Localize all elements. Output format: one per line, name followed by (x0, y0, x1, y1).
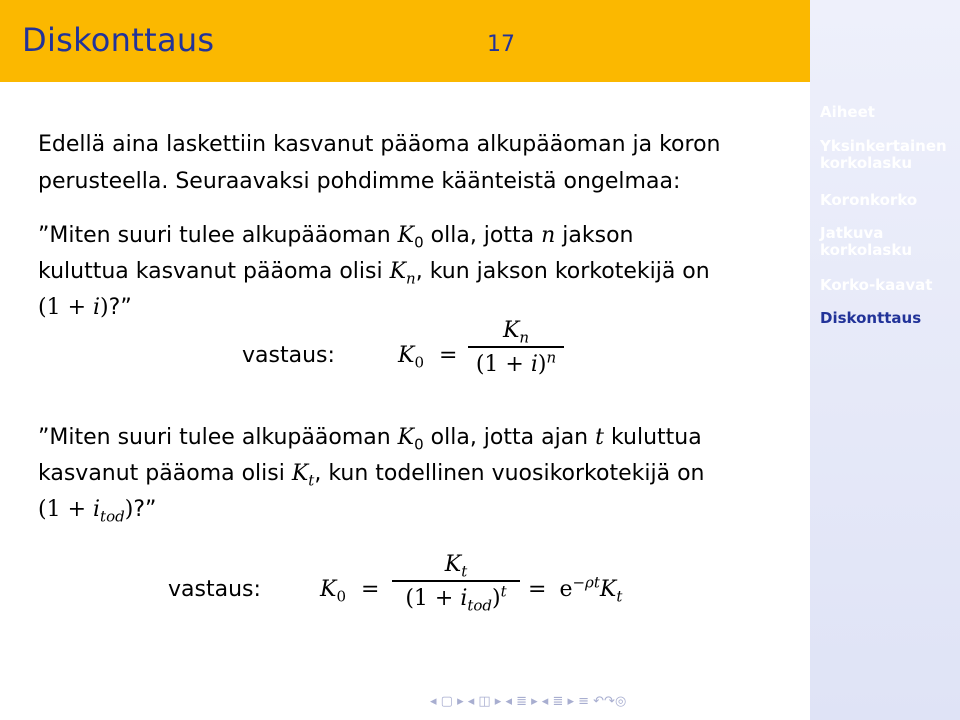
subscript: tod (467, 595, 493, 614)
subscript: tod (100, 507, 125, 526)
symbol-i: i (530, 351, 538, 377)
math: ) (100, 295, 109, 320)
text: olla, jotta ajan (423, 425, 596, 450)
symbol-k: K (291, 461, 309, 486)
symbol-n: n (541, 223, 556, 248)
subscript: 0 (336, 587, 346, 606)
equals: = (360, 577, 380, 602)
text: kasvanut pääoma olisi (38, 461, 292, 486)
numerator (468, 316, 564, 346)
question-2-line-3 (38, 496, 156, 524)
question-1-line-3 (38, 294, 132, 322)
answer-2-rhs (528, 573, 623, 606)
symbol-k: K (397, 223, 415, 248)
superscript: n (546, 348, 557, 367)
text: ”Miten suuri tulee alkupääoman (38, 223, 398, 248)
text: , kun todellinen vuosikorkotekijä on (314, 461, 705, 486)
text: kuluttua (603, 425, 702, 450)
symbol-k: K (397, 425, 415, 450)
equals: = (528, 577, 547, 602)
subscript: 0 (414, 233, 424, 252)
math: (1 + (475, 351, 531, 377)
symbol-k: K (444, 552, 462, 577)
text: kuluttua kasvanut pääoma olisi (38, 259, 390, 284)
answer-1-lhs (398, 342, 457, 370)
text: olla, jotta (423, 223, 542, 248)
question-1-line-1 (38, 222, 633, 250)
text: jakson (555, 223, 634, 248)
math: ) (124, 497, 134, 522)
text: ?” (108, 295, 132, 320)
symbol-e: e (559, 577, 573, 602)
numerator (392, 550, 520, 580)
symbol-i: i (93, 295, 101, 320)
subscript: t (461, 562, 468, 581)
symbol-k: K (599, 577, 617, 602)
sidebar-item-diskonttaus[interactable]: Diskonttaus (820, 309, 922, 327)
question-2-line-2 (38, 460, 704, 488)
answer-2-fraction (392, 550, 520, 616)
text: ”Miten suuri tulee alkupääoman (38, 425, 398, 450)
symbol-k: K (320, 577, 337, 602)
sidebar-item-yksinkertainen-korkolasku[interactable]: Yksinkertainen korkolasku (820, 137, 947, 172)
answer-1-fraction (468, 316, 564, 382)
symbol-i: i (93, 497, 101, 522)
text: ?” (133, 497, 157, 522)
symbol-i: i (460, 585, 468, 611)
answer-1-label: vastaus: (242, 343, 335, 368)
question-1-line-2 (38, 258, 710, 286)
math: (1 + (38, 497, 93, 522)
subscript: t (308, 471, 315, 490)
question-2-line-1 (38, 424, 702, 452)
subscript: n (406, 269, 416, 288)
intro-line-2: perusteella. Seuraavaksi pohdimme käänteistä ongelmaa: (38, 169, 681, 194)
sidebar-item-aiheet[interactable]: Aiheet (820, 103, 875, 121)
text: , kun jakson korkotekijä on (415, 259, 710, 284)
math: ) (537, 351, 547, 377)
intro-line-1: Edellä aina laskettiin kasvanut pääoma alkupääoman ja koron (38, 132, 721, 157)
navigation-controls[interactable]: ◂ ▢ ▸ ◂ ◫ ▸ ◂ ≣ ▸ ◂ ≣ ▸ ≡ ↶↷◎ (430, 694, 627, 709)
answer-2-lhs (320, 576, 379, 604)
subscript: n (519, 328, 530, 347)
exponent: −ρt (572, 573, 600, 592)
slide-number: 17 (487, 32, 515, 57)
sidebar (810, 0, 960, 720)
subscript: t (616, 587, 623, 606)
superscript: t (500, 582, 507, 601)
sidebar-item-jatkuva-korkolasku[interactable]: Jatkuva korkolasku (820, 224, 912, 259)
subscript: 0 (414, 353, 424, 372)
sidebar-item-koronkorko[interactable]: Koronkorko (820, 191, 918, 209)
answer-2-label: vastaus: (168, 577, 261, 602)
symbol-k: K (502, 318, 520, 343)
denominator (392, 582, 520, 616)
math: (1 + (38, 295, 93, 320)
math: (1 + (405, 585, 461, 611)
symbol-t: t (595, 425, 604, 450)
equals: = (438, 343, 458, 368)
symbol-k: K (389, 259, 407, 284)
sidebar-item-korko-kaavat[interactable]: Korko-kaavat (820, 276, 933, 294)
denominator (468, 348, 564, 382)
symbol-k: K (398, 343, 415, 368)
slide-title: Diskonttaus (22, 21, 215, 59)
subscript: 0 (414, 435, 424, 454)
math: ) (492, 585, 501, 611)
